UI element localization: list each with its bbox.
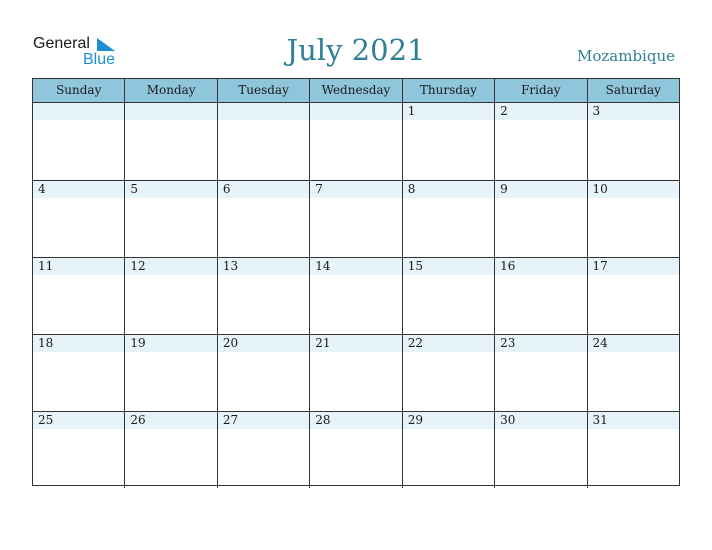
day-number <box>125 103 216 120</box>
logo-text-blue: Blue <box>83 51 116 68</box>
day-cell[interactable] <box>309 103 401 180</box>
day-number: 24 <box>588 335 679 352</box>
day-cell[interactable] <box>587 181 679 257</box>
day-cell[interactable] <box>217 412 309 488</box>
calendar-title: July 2021 <box>286 33 426 67</box>
week-row <box>33 103 679 180</box>
weekday-header-row <box>33 79 679 103</box>
day-number: 8 <box>403 181 494 198</box>
day-cell[interactable] <box>494 258 586 334</box>
weekday-tuesday: Tuesday <box>217 79 309 102</box>
day-cell[interactable] <box>402 258 494 334</box>
day-cell[interactable] <box>587 335 679 411</box>
day-cell[interactable] <box>33 412 124 488</box>
day-number: 15 <box>403 258 494 275</box>
day-number: 14 <box>310 258 401 275</box>
day-cell[interactable] <box>217 258 309 334</box>
day-number: 17 <box>588 258 679 275</box>
day-number: 25 <box>33 412 124 429</box>
day-number: 9 <box>495 181 586 198</box>
day-cell[interactable] <box>587 103 679 180</box>
country-label: Mozambique <box>577 47 675 65</box>
day-cell[interactable] <box>309 181 401 257</box>
day-cell[interactable] <box>494 335 586 411</box>
calendar-grid <box>32 78 680 486</box>
day-number: 26 <box>125 412 216 429</box>
day-number: 31 <box>588 412 679 429</box>
day-cell[interactable] <box>217 335 309 411</box>
week-row <box>33 334 679 411</box>
week-row <box>33 257 679 334</box>
day-number: 10 <box>588 181 679 198</box>
day-cell[interactable] <box>587 258 679 334</box>
day-number: 2 <box>495 103 586 120</box>
weekday-thursday: Thursday <box>402 79 494 102</box>
day-cell[interactable] <box>494 181 586 257</box>
day-number: 30 <box>495 412 586 429</box>
day-cell[interactable] <box>494 412 586 488</box>
day-number: 16 <box>495 258 586 275</box>
day-cell[interactable] <box>494 103 586 180</box>
weeks-container <box>33 103 679 488</box>
day-cell[interactable] <box>402 181 494 257</box>
day-number <box>218 103 309 120</box>
weekday-wednesday: Wednesday <box>309 79 401 102</box>
day-cell[interactable] <box>33 103 124 180</box>
day-cell[interactable] <box>402 103 494 180</box>
day-number: 12 <box>125 258 216 275</box>
weekday-monday: Monday <box>124 79 216 102</box>
day-cell[interactable] <box>402 335 494 411</box>
day-number: 20 <box>218 335 309 352</box>
day-number: 1 <box>403 103 494 120</box>
day-number: 6 <box>218 181 309 198</box>
day-cell[interactable] <box>124 103 216 180</box>
day-number: 28 <box>310 412 401 429</box>
day-cell[interactable] <box>124 181 216 257</box>
day-cell[interactable] <box>309 335 401 411</box>
day-cell[interactable] <box>33 181 124 257</box>
week-row <box>33 411 679 488</box>
day-cell[interactable] <box>309 258 401 334</box>
day-cell[interactable] <box>33 258 124 334</box>
day-number: 11 <box>33 258 124 275</box>
day-cell[interactable] <box>402 412 494 488</box>
day-number: 5 <box>125 181 216 198</box>
day-number: 27 <box>218 412 309 429</box>
day-cell[interactable] <box>124 412 216 488</box>
week-row <box>33 180 679 257</box>
day-number: 21 <box>310 335 401 352</box>
day-number: 3 <box>588 103 679 120</box>
day-cell[interactable] <box>217 103 309 180</box>
day-cell[interactable] <box>124 335 216 411</box>
day-number: 29 <box>403 412 494 429</box>
day-cell[interactable] <box>124 258 216 334</box>
day-number: 19 <box>125 335 216 352</box>
day-number: 13 <box>218 258 309 275</box>
day-cell[interactable] <box>587 412 679 488</box>
day-cell[interactable] <box>309 412 401 488</box>
weekday-saturday: Saturday <box>587 79 679 102</box>
day-number <box>33 103 124 120</box>
day-number <box>310 103 401 120</box>
day-number: 23 <box>495 335 586 352</box>
day-number: 4 <box>33 181 124 198</box>
day-number: 18 <box>33 335 124 352</box>
day-number: 22 <box>403 335 494 352</box>
day-cell[interactable] <box>33 335 124 411</box>
logo-text-general: General <box>33 35 90 52</box>
day-number: 7 <box>310 181 401 198</box>
weekday-sunday: Sunday <box>56 83 102 97</box>
weekday-friday: Friday <box>494 79 586 102</box>
day-cell[interactable] <box>217 181 309 257</box>
